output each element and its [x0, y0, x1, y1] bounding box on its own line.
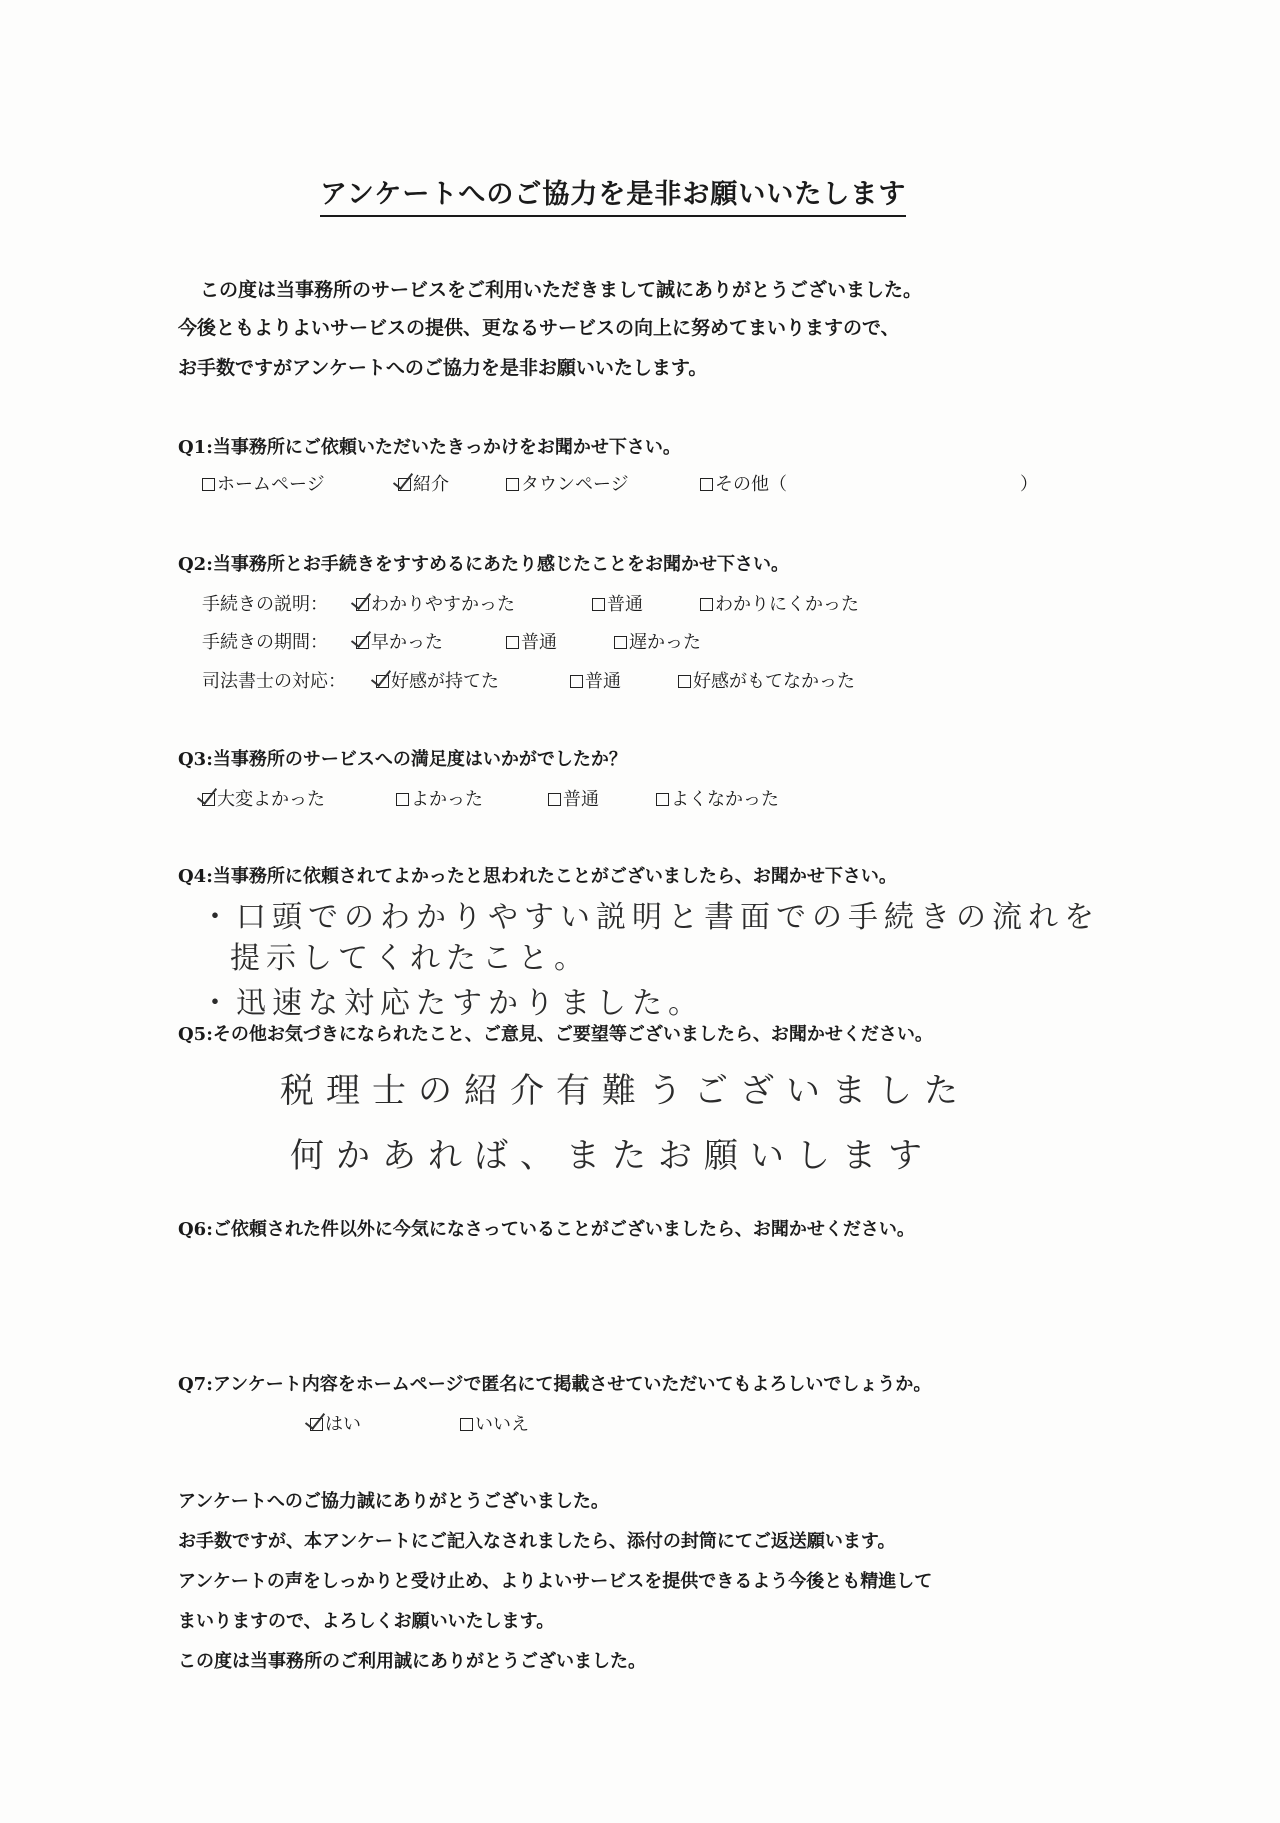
checkbox-icon[interactable]: [678, 675, 691, 688]
q3-option-good[interactable]: よかった: [396, 785, 483, 811]
checkbox-icon[interactable]: [700, 478, 713, 491]
q2-explanation-option-clear[interactable]: わかりやすかった: [356, 590, 515, 616]
closing-line-1: アンケートへのご協力誠にありがとうございました。: [178, 1491, 609, 1512]
closing-line-5: この度は当事務所のご利用誠にありがとうございました。: [178, 1651, 646, 1672]
checkbox-icon[interactable]: [396, 793, 409, 806]
q4-answer-line-1: ・口頭でのわかりやすい説明と書面での手続きの流れを: [200, 900, 1100, 935]
q5-question: Q5:その他お気づきになられたこと、ご意見、ご要望等ございましたら、お聞かせください。: [178, 1024, 933, 1045]
checked-checkbox-icon[interactable]: [356, 636, 369, 649]
page-title: アンケートへのご協力を是非お願いいたします: [320, 172, 906, 217]
q1-option-other[interactable]: その他（: [700, 470, 787, 496]
checked-checkbox-icon[interactable]: [356, 598, 369, 611]
q2-row-explanation-label: 手続きの説明：: [202, 594, 328, 615]
q3-option-very-good[interactable]: 大変よかった: [202, 785, 325, 811]
checked-checkbox-icon[interactable]: [376, 675, 389, 688]
checkbox-icon[interactable]: [570, 675, 583, 688]
q4-answer-line-3: ・迅速な対応たすかりました。: [200, 986, 704, 1021]
q1-option-townpage[interactable]: タウンページ: [506, 470, 629, 496]
q2-response-option-normal[interactable]: 普通: [570, 667, 621, 693]
q2-response-option-bad[interactable]: 好感がもてなかった: [678, 667, 855, 693]
q4-answer-line-2: 提示してくれたこと。: [230, 941, 590, 976]
q2-response-option-good[interactable]: 好感が持てた: [376, 667, 499, 693]
q7-question: Q7:アンケート内容をホームページで匿名にて掲載させていただいてもよろしいでしょうか。: [178, 1374, 932, 1395]
closing-line-3: アンケートの声をしっかりと受け止め、よりよいサービスを提供できるよう今後とも精進して: [178, 1571, 933, 1592]
q2-period-option-normal[interactable]: 普通: [506, 628, 557, 654]
q7-option-yes[interactable]: はい: [310, 1410, 361, 1436]
checkbox-icon[interactable]: [202, 478, 215, 491]
q6-question: Q6:ご依頼された件以外に今気になさっていることがございましたら、お聞かせください。: [178, 1219, 915, 1240]
checkbox-icon[interactable]: [700, 598, 713, 611]
q2-explanation-option-unclear[interactable]: わかりにくかった: [700, 590, 859, 616]
checkbox-icon[interactable]: [506, 478, 519, 491]
intro-line-3: お手数ですがアンケートへのご協力を是非お願いいたします。: [178, 357, 708, 379]
q1-question: Q1:当事務所にご依頼いただいたきっかけをお聞かせ下さい。: [178, 437, 681, 458]
checked-checkbox-icon[interactable]: [310, 1418, 323, 1431]
intro-line-2: 今後ともよりよいサービスの提供、更なるサービスの向上に努めてまいりますので、: [178, 317, 900, 339]
checkbox-icon[interactable]: [548, 793, 561, 806]
checkbox-icon[interactable]: [506, 636, 519, 649]
q7-option-no[interactable]: いいえ: [460, 1410, 529, 1436]
checked-checkbox-icon[interactable]: [398, 478, 411, 491]
q2-explanation-option-normal[interactable]: 普通: [592, 590, 643, 616]
q2-period-option-fast[interactable]: 早かった: [356, 628, 443, 654]
closing-line-4: まいりますので、よろしくお願いいたします。: [178, 1611, 555, 1632]
checkbox-icon[interactable]: [592, 598, 605, 611]
q3-option-bad[interactable]: よくなかった: [656, 785, 779, 811]
q3-question: Q3:当事務所のサービスへの満足度はいかがでしたか？: [178, 749, 627, 770]
q1-option-referral[interactable]: 紹介: [398, 470, 449, 496]
q5-answer-line-2: 何かあれば、またお願いします: [290, 1136, 934, 1176]
intro-line-1: この度は当事務所のサービスをご利用いただきまして誠にありがとうございました。: [200, 279, 923, 301]
checkbox-icon[interactable]: [614, 636, 627, 649]
q2-row-response-label: 司法書士の対応：: [202, 671, 346, 692]
checked-checkbox-icon[interactable]: [202, 793, 215, 806]
q2-question: Q2:当事務所とお手続きをすすめるにあたり感じたことをお聞かせ下さい。: [178, 554, 790, 575]
q4-question: Q4:当事務所に依頼されてよかったと思われたことがございましたら、お聞かせ下さい。: [178, 866, 897, 887]
q3-option-normal[interactable]: 普通: [548, 785, 599, 811]
closing-line-2: お手数ですが、本アンケートにご記入なされましたら、添付の封筒にてご返送願います。: [178, 1531, 896, 1552]
q5-answer-line-1: 税理士の紹介有難うございました: [280, 1071, 970, 1111]
checkbox-icon[interactable]: [656, 793, 669, 806]
q2-period-option-slow[interactable]: 遅かった: [614, 628, 701, 654]
q1-other-close-paren: ）: [1020, 474, 1038, 495]
q2-row-period-label: 手続きの期間：: [202, 632, 328, 653]
q1-option-homepage[interactable]: ホームページ: [202, 470, 325, 496]
checkbox-icon[interactable]: [460, 1418, 473, 1431]
